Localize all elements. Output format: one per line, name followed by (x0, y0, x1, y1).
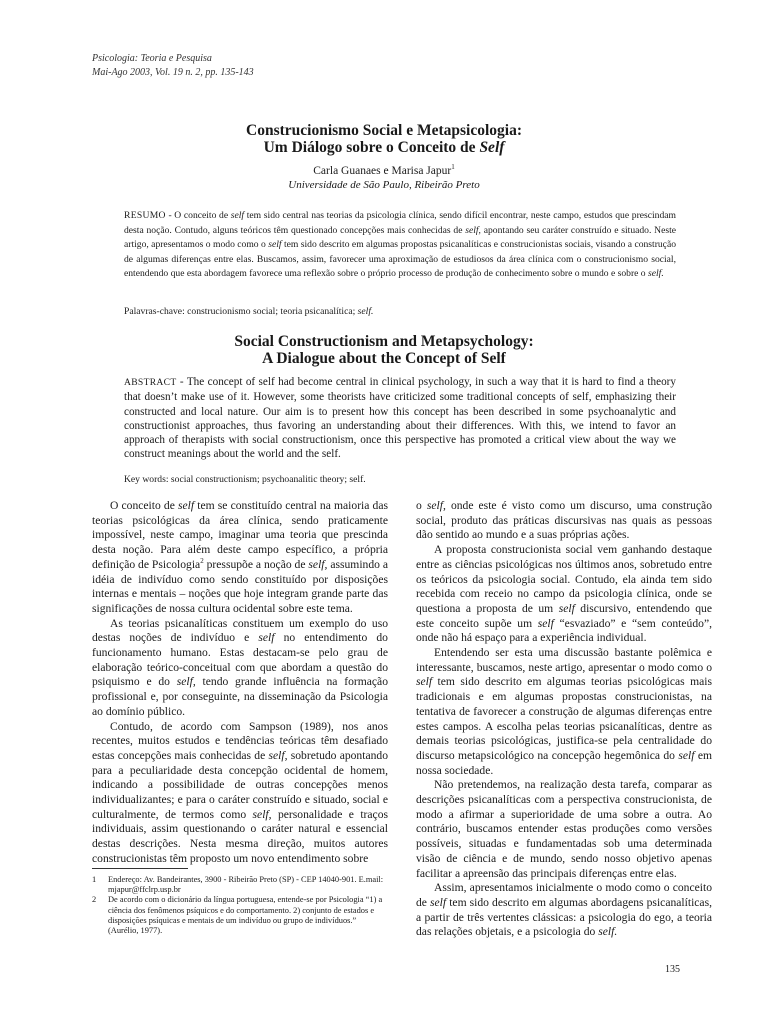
resumo-self: self (268, 239, 282, 251)
italic-self: self (537, 616, 554, 630)
italic-self: self, (252, 807, 272, 821)
paragraph (92, 720, 388, 867)
text-run: onde este é visto como um discurso, uma construção social, produto das práticas discursivas nas quais as pessoas dão sentido ao mundo e a suas próprias ações. (416, 499, 712, 542)
title-block-pt (92, 122, 676, 192)
resumo-text: apontando seu caráter construído e situado. Neste artigo, apresentamos o modo como o (124, 224, 676, 251)
title-en-line2: A Dialogue about the Concept of Self (262, 350, 506, 367)
text-run: no entendimento do funcionamento humano. Estas destacam-se pelo grau de elaboração teórico-conceitual com que abordam a questão do psiquismo e do (92, 631, 388, 689)
text-run: “esvaziado” e “sem conteúdo”, onde não há espaço para a experiência individual. (416, 616, 712, 645)
keywords-pt-text: : construcionismo social; teoria psicanalítica; (182, 306, 358, 317)
italic-self: self (558, 601, 575, 615)
footnote-text: Endereço: Av. Bandeirantes, 3900 - Ribeirão Preto (SP) - CEP 14040-901. E.mail: mjapur@ffclrp.usp.br (108, 875, 384, 895)
paragraph (416, 499, 712, 543)
title-pt-self: Self (479, 139, 505, 156)
italic-self: self. (598, 925, 618, 939)
paragraph (416, 543, 712, 646)
text-run: tem sido descrito em algumas abordagens psicanalíticas, a partir de três vertentes clássicas: a psicologia do ego, a teoria das relações objetais, e a psicologia do (416, 895, 712, 939)
footnote-number: 1 (92, 875, 97, 884)
title-en-line1: Social Constructionism and Metapsychology: (234, 333, 534, 350)
journal-header (92, 52, 254, 80)
text-run: Contudo, de acordo com Sampson (1989), nos anos recentes, muitos estudos e tendências teóricas têm desafiado estas concepções mais conhecidas de (92, 719, 388, 762)
title-pt-line2-text: Um Diálogo sobre o Conceito de (263, 139, 480, 156)
text-run: discursivo, entendendo que este conceito supõe um (416, 601, 712, 630)
title-pt-line2 (92, 139, 676, 156)
journal-issue: Mai-Ago 2003, Vol. 19 n. 2, pp. 135-143 (92, 67, 254, 78)
footnotes (92, 875, 388, 936)
text-run: tendo grande influência na formação profissional e, por conseguinte, na disseminação da Psicologia ao domínio público. (92, 675, 389, 718)
italic-self: self (178, 499, 195, 512)
resumo-self: self. (648, 268, 664, 280)
affiliation: Universidade de São Paulo, Ribeirão Preto (288, 178, 480, 191)
resumo-text: - O conceito de (165, 210, 231, 221)
footnote-number: 2 (92, 895, 97, 905)
text-run: As teorias psicanalíticas constituem um exemplo do uso destas noções de indivíduo e (92, 616, 388, 645)
footnote (92, 895, 388, 936)
keywords-en (124, 473, 676, 486)
footnote-marker: 2 (200, 556, 204, 565)
authors (92, 160, 676, 179)
text-run: Entendendo ser esta uma discussão bastante polêmica e interessante, buscamos, neste artigo, apresentar o modo como o (416, 646, 712, 674)
text-run: Não pretendemos, na realização desta tarefa, comparar as descrições psicanalíticas com a perspectiva construcionista, de modo a afirmar a superioridade de uma sobre a outra. Ao contrário, buscamos entender estas produções como versões possíveis, situadas e fundamentadas sob uma determinada visão de ciência e de mundo, sendo nosso objetivo apenas facilitar a apreensão das principais diferenças entre elas. (416, 778, 712, 880)
paragraph (416, 881, 712, 940)
paragraph (92, 617, 388, 720)
resumo-text: tem sido descrito em algumas propostas psicanalíticas e construcionistas sociais, visando a construção de algumas diferenças entre elas. Buscamos, assim, favorecer uma aproximação de estudiosos da área clínica com o construcionismo social, entendendo que esta abordagem favorece uma reflexão sobre o próprio processo de produção de conhecimento sobre o mundo e sobre o (124, 239, 676, 280)
text-run: assumindo a idéia de indivíduo como sendo constituído por disposições internas e mentais – noções que hoje integram grande parte das significações de nossa cultura ocidental sobre este tema. (92, 557, 388, 615)
italic-self: self (678, 748, 695, 762)
keywords-en-label: Key words (124, 474, 166, 485)
body-column-left (92, 499, 388, 867)
keywords-pt (124, 305, 676, 318)
footnote-divider (92, 868, 188, 869)
footnote (92, 875, 388, 895)
resumo (124, 209, 676, 282)
italic-self: self (416, 675, 433, 689)
resumo-self: self (230, 210, 245, 221)
text-run: Assim, apresentamos inicialmente o modo como o conceito de (416, 881, 712, 909)
text-run: tem se constituído central na maioria das teorias psicológicas da área clínica, sendo praticamente impossível, neste campo, imaginar uma teoria que prescinda desta noção. Para além deste campo específico, a própria definição de Psicologia (92, 499, 389, 571)
keywords-pt-label: Palavras-chave (124, 306, 183, 317)
journal-name: Psicologia: Teoria e Pesquisa (92, 53, 212, 64)
italic-self: self, (308, 557, 328, 571)
article-title-pt (92, 122, 676, 156)
resumo-self: self, (465, 224, 481, 236)
paragraph (416, 646, 712, 778)
italic-self: self, (176, 675, 196, 689)
text-run: o (416, 499, 427, 512)
footnote-text: De acordo com o dicionário da língua portuguesa, entende-se por Psicologia “1) a ciência dos fenômenos psíquicos e do comportamento. 2) conjunto de estados e disposições psíquicas e mentais de um indivíduo ou grupo de indivíduos.” (Aurélio, 1977). (108, 895, 383, 936)
abstract-text: - The concept of self had become central in clinical psychology, in such a way that it is hard to find a theory that doesn’t make use of it. However, some theorists have criticized some traditional concepts of self, emphasizing their constructed and local nature. Our aim is to present how this concept has been described in some psychoanalytic and constructionist approaches, thus favoring an understanding about their differences. With this, we intend to favor an approach of therapists with social constructionism, once this perspective has promoted a critical view about the way we construct meanings about the world and the self. (124, 376, 676, 461)
text-run: tem sido descrito em algumas teorias psicológicas mais tradicionais e em algumas propostas construcionistas, na tentativa de favorecer a construção de algumas diferenças entre estes campos. A escolha pelas teorias psicanalíticas, dentre as demais teorias psicológicas, justifica-se pela centralidade do discurso metapsicológico na concepção hegemônica do (416, 675, 712, 762)
body-column-right (416, 499, 712, 940)
text-run: personalidade e traços individuais, assim questionando o caráter natural e essencial destas descrições. Nesta mesma direção, muitos autores construcionistas têm proposto um novo entendimento sobre (92, 807, 388, 865)
abstract-label: ABSTRACT (124, 377, 177, 388)
title-pt-line1: Construcionismo Social e Metapsicologia: (246, 122, 522, 139)
text-run: O conceito de (110, 499, 179, 512)
text-run: em nossa sociedade. (416, 748, 713, 777)
article-title-en (92, 333, 676, 367)
italic-self: self, (268, 748, 288, 762)
title-block-en (92, 333, 676, 367)
paragraph (92, 499, 388, 617)
resumo-text: tem sido central nas teorias da psicologia clínica, sendo difícil encontrar, neste campo, estudos que prescindam desta noção. Contudo, alguns teóricos têm questionado concepções mais conhecidas de (124, 210, 676, 236)
author-footnote-marker: 1 (451, 163, 455, 171)
keywords-pt-self: self. (357, 306, 374, 317)
italic-self: self (258, 631, 275, 645)
paragraph (416, 778, 712, 881)
abstract-en (124, 375, 676, 462)
resumo-label: RESUMO (124, 210, 166, 221)
italic-self: self (430, 895, 447, 909)
text-run: sobretudo apontando para a peculiaridade desta concepção ocidental de homem, indicando a possibilidade de outras concepções menos individualizantes; e para o caráter construído e situado, social e culturalmente, de termos como (92, 748, 388, 821)
page-number: 135 (665, 964, 680, 975)
text-run: A proposta construcionista social vem ganhando destaque entre as ciências psicológicas nos últimos anos, sobretudo entre os teóricos da psicologia social. Contudo, ela ainda tem sido recebida com receio no campo da psicologia clínica, onde se questiona a proposta de um (416, 543, 712, 615)
text-run: pressupõe a noção de (203, 557, 309, 571)
keywords-en-text: : social constructionism; psychoanalitic theory; self. (165, 474, 366, 485)
author-names: Carla Guanaes e Marisa Japur (313, 164, 452, 177)
italic-self: self, (426, 499, 446, 512)
